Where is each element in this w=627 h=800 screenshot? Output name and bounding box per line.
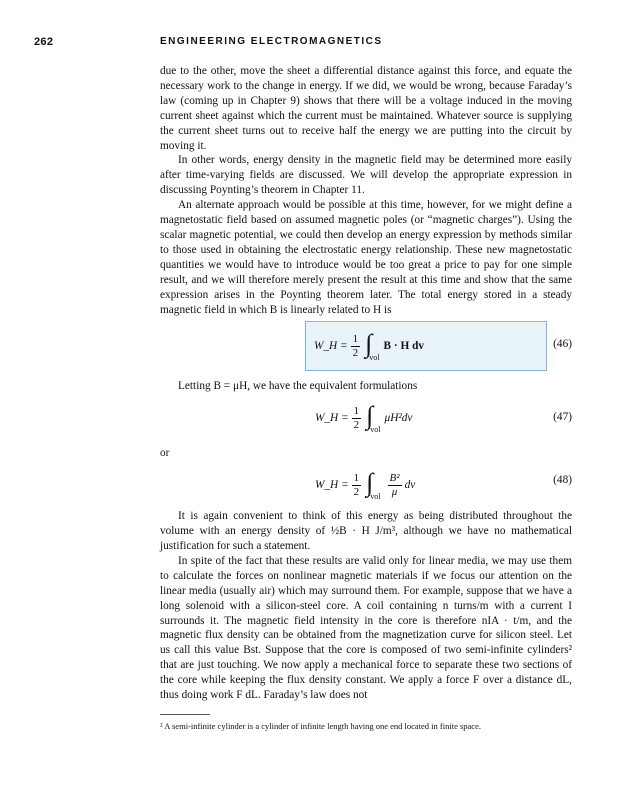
equation-48 [315,461,415,509]
eq48-vol: vol [370,491,381,501]
eq48-number: (48) [553,474,572,487]
eq47-number: (47) [553,411,572,424]
paragraph-4: Letting B = μH, we have the equivalent formulations [178,380,418,393]
or-text: or [160,447,170,460]
eq46-vol: vol [369,352,380,362]
integral-sign: ∫ [365,328,373,358]
eq47-vol: vol [370,424,381,434]
running-header [0,36,627,52]
paragraph-2: In other words, energy density in the magnetic field may be determined more easily after time-varying fields are discussed. We will develop the appropriate expression in discussing Poynting’s theorem in Chapter 11. [160,154,572,197]
eq48-lhs: W_H = [315,478,349,491]
eq47-lhs: W_H = [315,411,349,424]
eq47-half: $\frac{1}{2}$ [353,404,360,431]
eq48-b2-over-mu: $\frac{\text{B²}}{\mu}$ [389,471,400,498]
page-body [160,64,572,703]
paragraph-3: An alternate approach would be possible at this time, however, for we might define a magnetostatic field based on assumed magnetic poles (or “magnetic charges”). Using the scalar magnetic potential, we could then develop an energy expression by methods similar to those used in obtaining the electrostatic energy relationship. These new magnetostatic quantities we would have to introduce would be too great a price to pay for one simple result, and we will therefore merely present the result at this time and show that the same expression arises in the Poynting theorem later. The total energy stored in a steady magnetic field in which B is linearly related to H is [160,199,572,316]
equation-46 [314,322,424,370]
equation-46-row [160,317,572,379]
running-title: ENGINEERING ELECTROMAGNETICS [160,36,383,47]
eq48-integrand: dv [404,478,416,491]
equation-48-row [160,461,572,509]
equation-47 [315,394,412,442]
eq46-integrand: B · H dv [383,339,425,352]
eq48-half: $\frac{1}{2}$ [353,471,360,498]
integral-sign: ∫ [366,400,374,430]
integral-sign: ∫ [366,467,374,497]
eq47-integrand: μH²dv [384,411,413,424]
paragraph-5: It is again convenient to think of this energy as being distributed throughout the volume with an energy density of ½B · H J/m³, although we have no mathematical justification for such a statement. [160,510,572,553]
eq46-number: (46) [553,338,572,351]
eq46-half: $\frac{1}{2}$ [352,332,359,359]
eq46-lhs: W_H = [314,339,348,352]
equation-47-row [160,394,572,446]
page-number: 262 [34,36,54,48]
paragraph-1: due to the other, move the sheet a differential distance against this force, and equate the necessary work to the change in energy. If we did, we would be wrong, because Faraday’s law (coming up in Chapter 9) shows that there will be a voltage induced in the moving current sheet against which the current must be maintained. Whatever source is supplying the current sheet turns out to receive half the energy we are putting into the circuit by moving it. [160,65,572,152]
footnote-rule [160,714,210,715]
footnote: ² A semi-infinite cylinder is a cylinder of infinite length having one end located in finite space. [160,721,481,731]
paragraph-6: In spite of the fact that these results are valid only for linear media, we may use them to calculate the forces on nonlinear magnetic materials if we focus our attention on the linear media (usually air) which may surround them. For example, suppose that we have a long solenoid with a silicon-steel core. A coil containing n turns/m with a current I surrounds it. The magnetic field intensity in the core is therefore nIA · t/m, and the magnetic flux density can be obtained from the magnetization curve for silicon steel. Let us call this value Bst. Suppose that the core is composed of two semi-infinite cylinders² that are just touching. We now apply a mechanical force to separate these two sections of the core while keeping the flux density constant. We apply a force F over a distance dL, thus doing work F dL. Faraday’s law does not [160,554,572,702]
equation-46-highlight [305,321,547,371]
